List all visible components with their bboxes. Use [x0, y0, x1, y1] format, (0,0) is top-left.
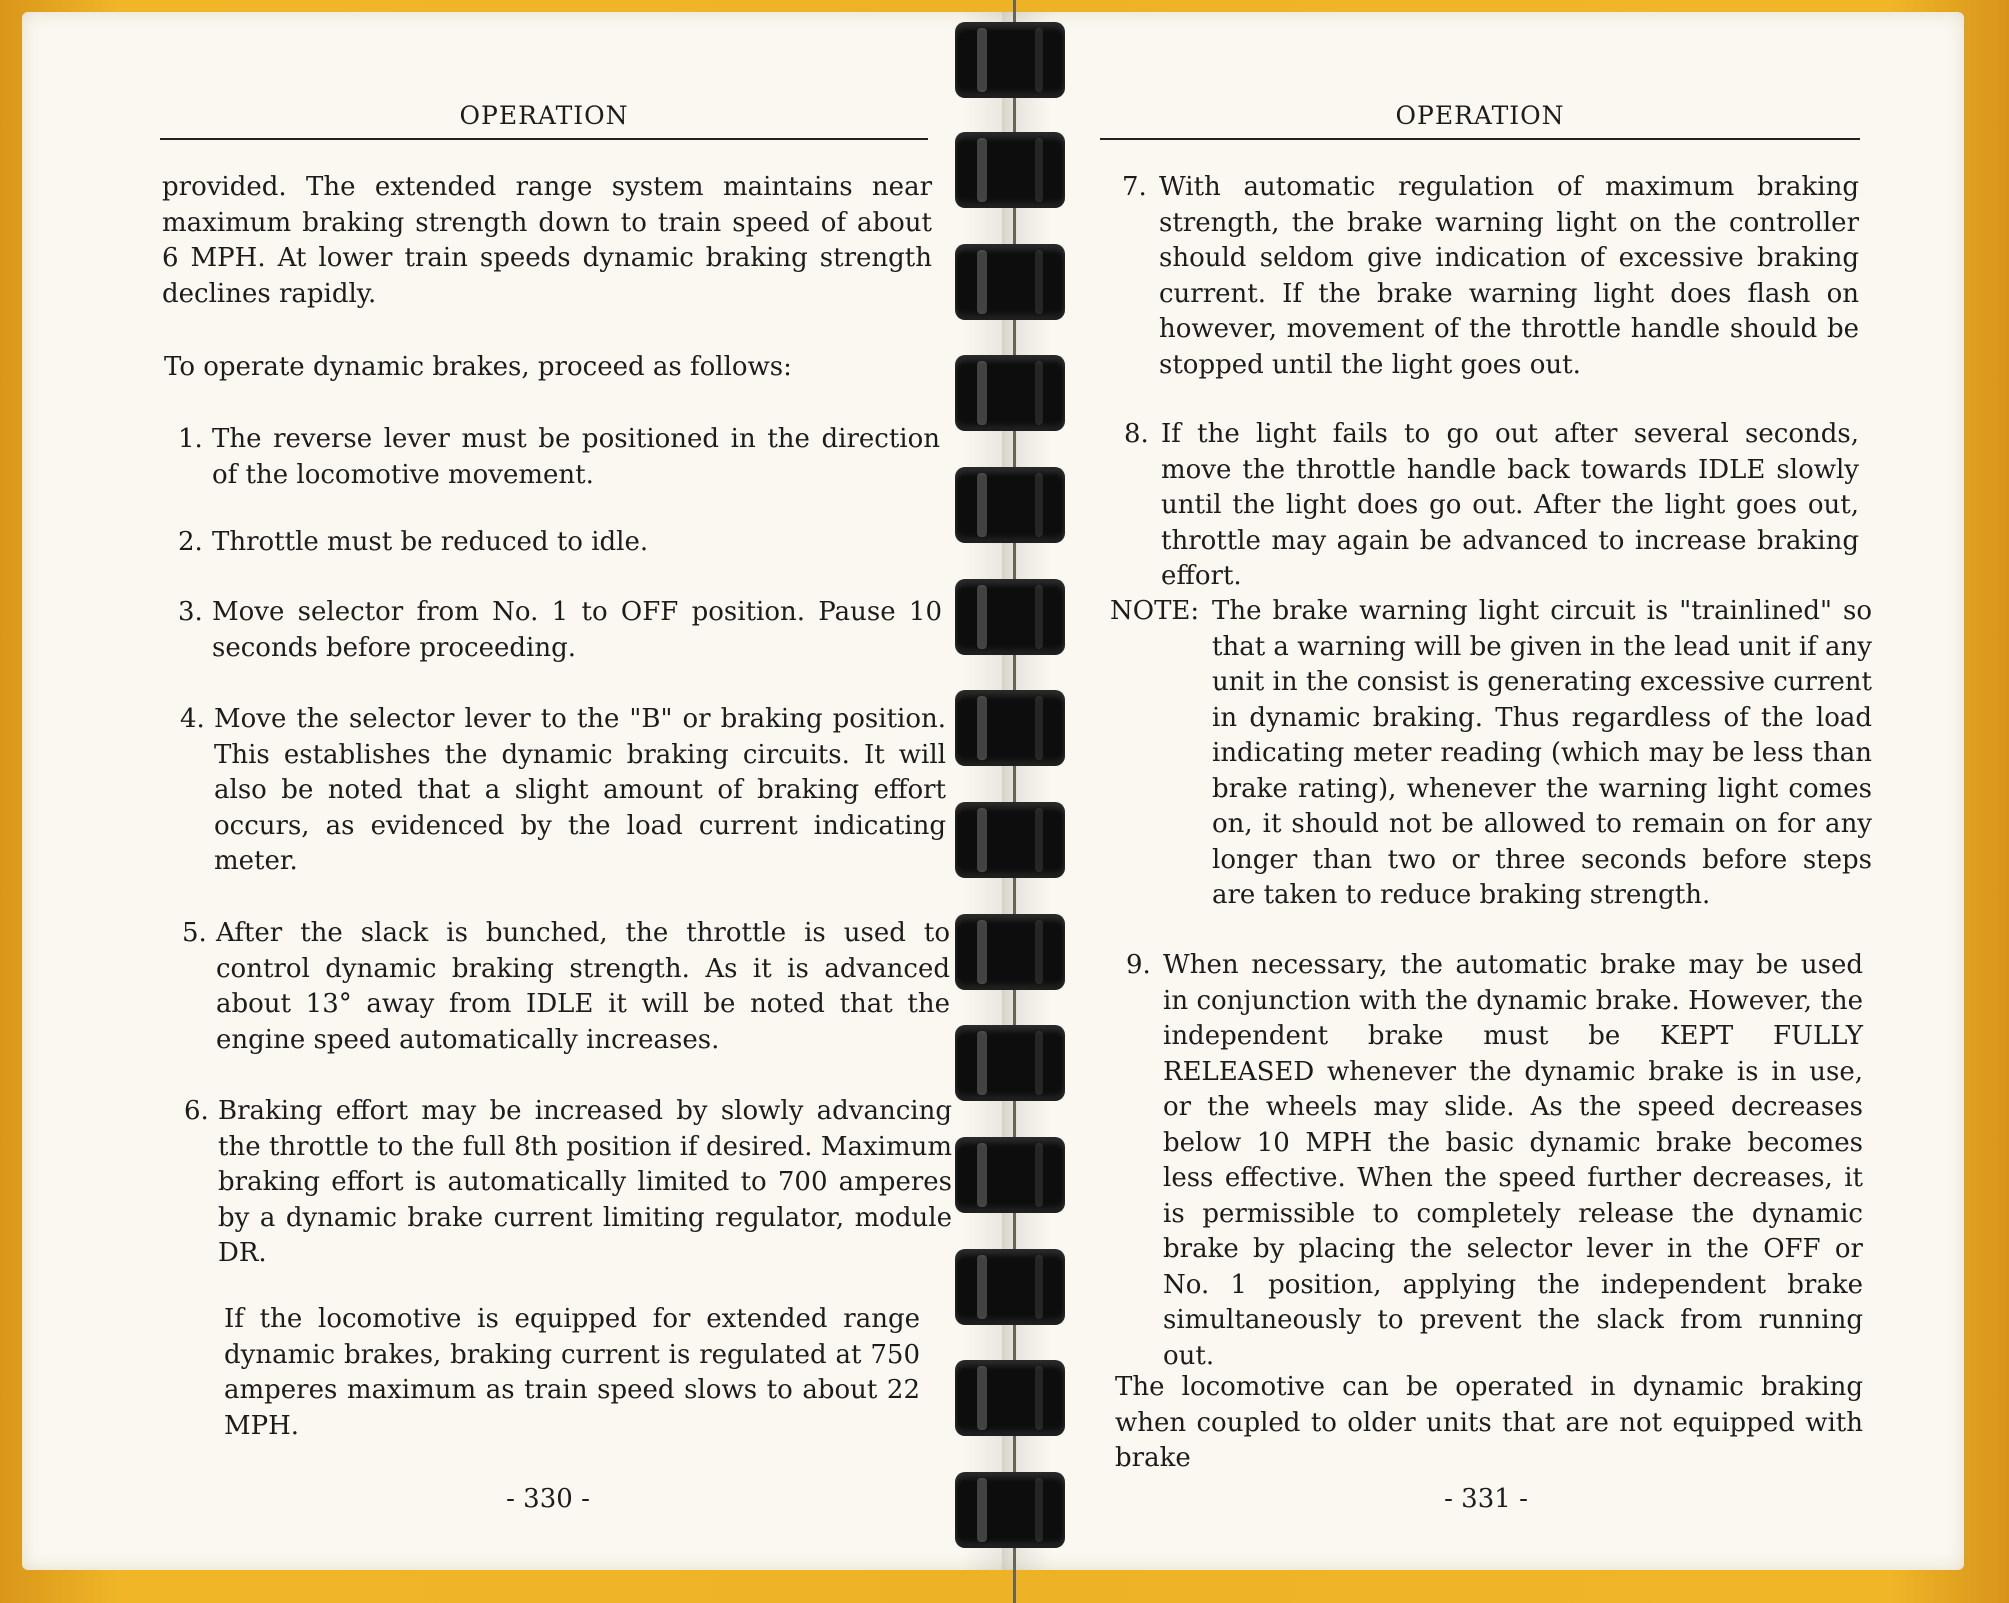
binding-coil: [955, 244, 1065, 320]
extended-range-paragraph: If the locomotive is equipped for extended range dynamic brakes, braking current is regulated at 750 amperes maximum as train speed slows to about 22 MPH.: [224, 1304, 920, 1441]
page-number-right: - 331 -: [1444, 1484, 1528, 1514]
binding-coil: [955, 1025, 1065, 1101]
binding-coil: [955, 1249, 1065, 1325]
list-item-text: If the light fails to go out after several seconds, move the throttle handle back towards IDLE slowly until the light does go out. After the light goes out, throttle may again be advanced to increase braking effort.: [1161, 419, 1859, 591]
list-item-text: After the slack is bunched, the throttle is used to control dynamic braking strength. As it is advanced about 13° away from IDLE it will be noted that the engine speed automatically increases.: [216, 918, 950, 1055]
list-item-number: 4.: [180, 704, 205, 734]
binding-coil: [955, 355, 1065, 431]
left-intro-paragraph: provided. The extended range system maintains near maximum braking strength down to train speed of about 6 MPH. At lower train speeds dynamic braking strength declines rapidly.: [162, 172, 932, 309]
left-page-header: OPERATION: [160, 94, 928, 140]
right-page: [1002, 12, 1964, 1570]
binding-coil: [955, 802, 1065, 878]
list-item-text: Braking effort may be increased by slowly advancing the throttle to the full 8th position if desired. Maximum braking effort is automatically limited to 700 amperes by a dynamic brake current limiting regulator, module DR.: [218, 1096, 952, 1268]
binding-coil: [955, 22, 1065, 98]
list-item-number: 5.: [182, 918, 207, 948]
list-item-text: With automatic regulation of maximum braking strength, the brake warning light on the controller should seldom give indication of excessive braking current. If the brake warning light does flash on however, movement of the throttle handle should be stopped until the light goes out.: [1159, 172, 1859, 380]
right-page-header: OPERATION: [1100, 94, 1860, 140]
binding-coil: [955, 579, 1065, 655]
list-item-number: 2.: [178, 527, 203, 557]
list-item-number: 3.: [178, 597, 203, 627]
list-item-number: 6.: [184, 1096, 209, 1126]
note-text: The brake warning light circuit is "trainlined" so that a warning will be given in the lead unit if any unit in the consist is generating excessive current in dynamic braking. Thus regardless of the load indicating meter reading (which may be less than brake rating), whenever the warning light comes on, it should not be allowed to remain on for any longer than two or three seconds before steps are taken to reduce braking strength.: [1212, 596, 1872, 910]
note-label: NOTE:: [1110, 596, 1200, 626]
list-item-text: The reverse lever must be positioned in the direction of the locomotive movement.: [212, 424, 940, 490]
binding-coil: [955, 1472, 1065, 1548]
binding-coil: [955, 690, 1065, 766]
list-item-number: 1.: [178, 424, 203, 454]
list-item-text: Move selector from No. 1 to OFF position. Pause 10 seconds before proceeding.: [212, 597, 942, 663]
binding-coil: [955, 914, 1065, 990]
list-item-number: 8.: [1124, 419, 1149, 449]
binding-coil: [955, 1360, 1065, 1436]
binding-coil: [955, 1137, 1065, 1213]
list-item-number: 9.: [1126, 950, 1151, 980]
page-number-left: - 330 -: [506, 1484, 590, 1514]
binding-coil: [955, 132, 1065, 208]
closing-paragraph: The locomotive can be operated in dynamic braking when coupled to older units that are not equipped with brake: [1115, 1372, 1863, 1473]
list-item-text: Move the selector lever to the "B" or braking position. This establishes the dynamic braking circuits. It will also be noted that a slight amount of braking effort occurs, as evidenced by the load current indicating meter.: [214, 704, 946, 876]
list-item-text: Throttle must be reduced to idle.: [212, 527, 649, 557]
list-item-text: When necessary, the automatic brake may be used in conjunction with the dynamic brake. However, the independent brake must be KEPT FULLY RELEASED whenever the dynamic brake is in use, or the wheels may slide. As the speed decreases below 10 MPH the basic dynamic brake becomes less effective. When the speed further decreases, it is permissible to completely release the dynamic brake by placing the selector lever in the OFF or No. 1 position, applying the independent brake simultaneously to prevent the slack from running out.: [1163, 950, 1863, 1371]
left-lead-paragraph: To operate dynamic brakes, proceed as follows:: [164, 352, 792, 382]
binding-coil: [955, 467, 1065, 543]
left-page: [22, 12, 1022, 1570]
list-item-number: 7.: [1122, 172, 1147, 202]
